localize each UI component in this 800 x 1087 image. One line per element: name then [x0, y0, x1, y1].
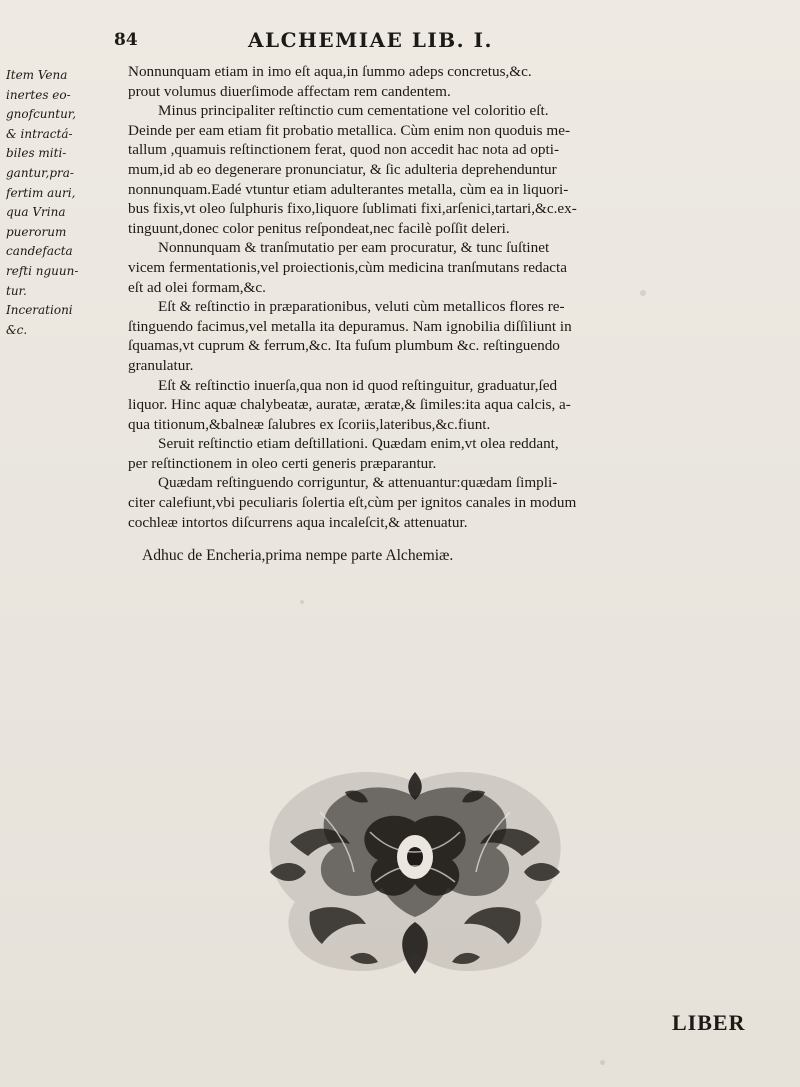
body-line: liquor. Hinc aquæ chalybeatæ, auratæ, æratæ,& ſimiles:ita aqua calcis, a-: [128, 396, 571, 414]
body-text: [128, 62, 800, 566]
margin-note-line: puerorum: [6, 224, 67, 239]
margin-note-line: candefacta: [6, 244, 73, 259]
body-line: mum,id ab eo degenerare pronunciatur, & ſic adulteria deprehenduntur: [128, 160, 557, 178]
body-line: ſquamas,vt cuprum & ferrum,&c. Ita fuſum plumbum &c. reſtinguendo: [128, 337, 560, 355]
margin-notes: [6, 66, 114, 340]
margin-note-line: &c.: [6, 322, 28, 337]
body-line: granulatur.: [128, 356, 194, 374]
body-line: vicem fermentationis,vel proiectionis,cùm medicina tranſmutans redacta: [128, 258, 568, 276]
margin-note-line: inertes eo-: [6, 87, 71, 102]
page-number: 84: [114, 30, 138, 50]
body-line: citer calefiunt,vbi peculiaris ſolertia eſt,cùm per ignitos canales in modum: [128, 494, 577, 512]
margin-note-line: refti nguun-: [6, 263, 79, 278]
margin-note-line: & intractá-: [6, 126, 73, 141]
body-line: ſtinguendo facimus,vel metalla ita depuramus. Nam ignobilia diſſiliunt in: [128, 317, 572, 335]
margin-note-line: gnofcuntur,: [6, 107, 77, 122]
body-line: nonnunquam.Eadé vtuntur etiam adulterantes metalla, cùm ea in liquori-: [128, 180, 569, 198]
margin-note-line: biles miti-: [6, 146, 67, 161]
body-line: Quædam reſtinguendo corriguntur, & attenuantur:quædam ſimpli-: [158, 474, 558, 492]
section-heading: Adhuc de Encheria,prima nempe parte Alchemiæ.: [142, 547, 454, 565]
body-line: eſt ad olei formam,&c.: [128, 278, 266, 296]
body-line: Nonnunquam & tranſmutatio per eam procuratur, & tunc ſuſtinet: [158, 239, 550, 257]
printers-ornament: [250, 752, 580, 992]
margin-note-line: qua Vrina: [6, 205, 66, 220]
margin-note-line: fertim auri,: [6, 185, 76, 200]
margin-note-line: gantur,pra-: [6, 165, 74, 180]
catchword: LIBER: [672, 1010, 746, 1035]
running-head: ALCHEMIAE LIB. I.: [248, 28, 493, 52]
body-line: per reſtinctionem in oleo certi generis præparantur.: [128, 454, 437, 472]
margin-note-line: Incerationi: [6, 303, 73, 318]
body-line: Eſt & reſtinctio in præparationibus, veluti cùm metallicos flores re-: [158, 298, 565, 316]
margin-note-line: Item Vena: [6, 68, 68, 82]
body-line: bus fixis,vt oleo ſulphuris fixo,liquore ſublimati fixi,arſenici,tartari,&c.ex-: [128, 200, 577, 218]
body-line: Eſt & reſtinctio inuerſa,qua non id quod reſtinguitur, graduatur,ſed: [158, 376, 558, 394]
body-line: Nonnunquam etiam in imo eſt aqua,in ſummo adeps concretus,&c.: [128, 63, 532, 80]
body-line: prout volumus diuerſimode affectam rem candentem.: [128, 82, 451, 100]
body-line: tallum ,quamuis reſtinctionem ferat, quod non accedit hac nota ad opti-: [128, 141, 560, 159]
body-line: qua titionum,&balneæ ſalubres ex ſcoriis,lateribus,&c.fiunt.: [128, 415, 491, 433]
margin-note-line: tur.: [6, 283, 27, 298]
body-line: Seruit reſtinctio etiam deſtillationi. Quædam enim,vt olea reddant,: [158, 435, 559, 453]
body-line: tinguunt,donec color penitus reſpondeat,nec facilè poſſit deleri.: [128, 219, 510, 237]
body-line: Minus principaliter reſtinctio cum cementatione vel coloritio eſt.: [158, 102, 549, 120]
body-line: cochleæ intortos diſcurrens aqua incaleſcit,& attenuatur.: [128, 513, 468, 531]
body-line: Deinde per eam etiam fit probatio metallica. Cùm enim non quoduis me-: [128, 121, 571, 139]
